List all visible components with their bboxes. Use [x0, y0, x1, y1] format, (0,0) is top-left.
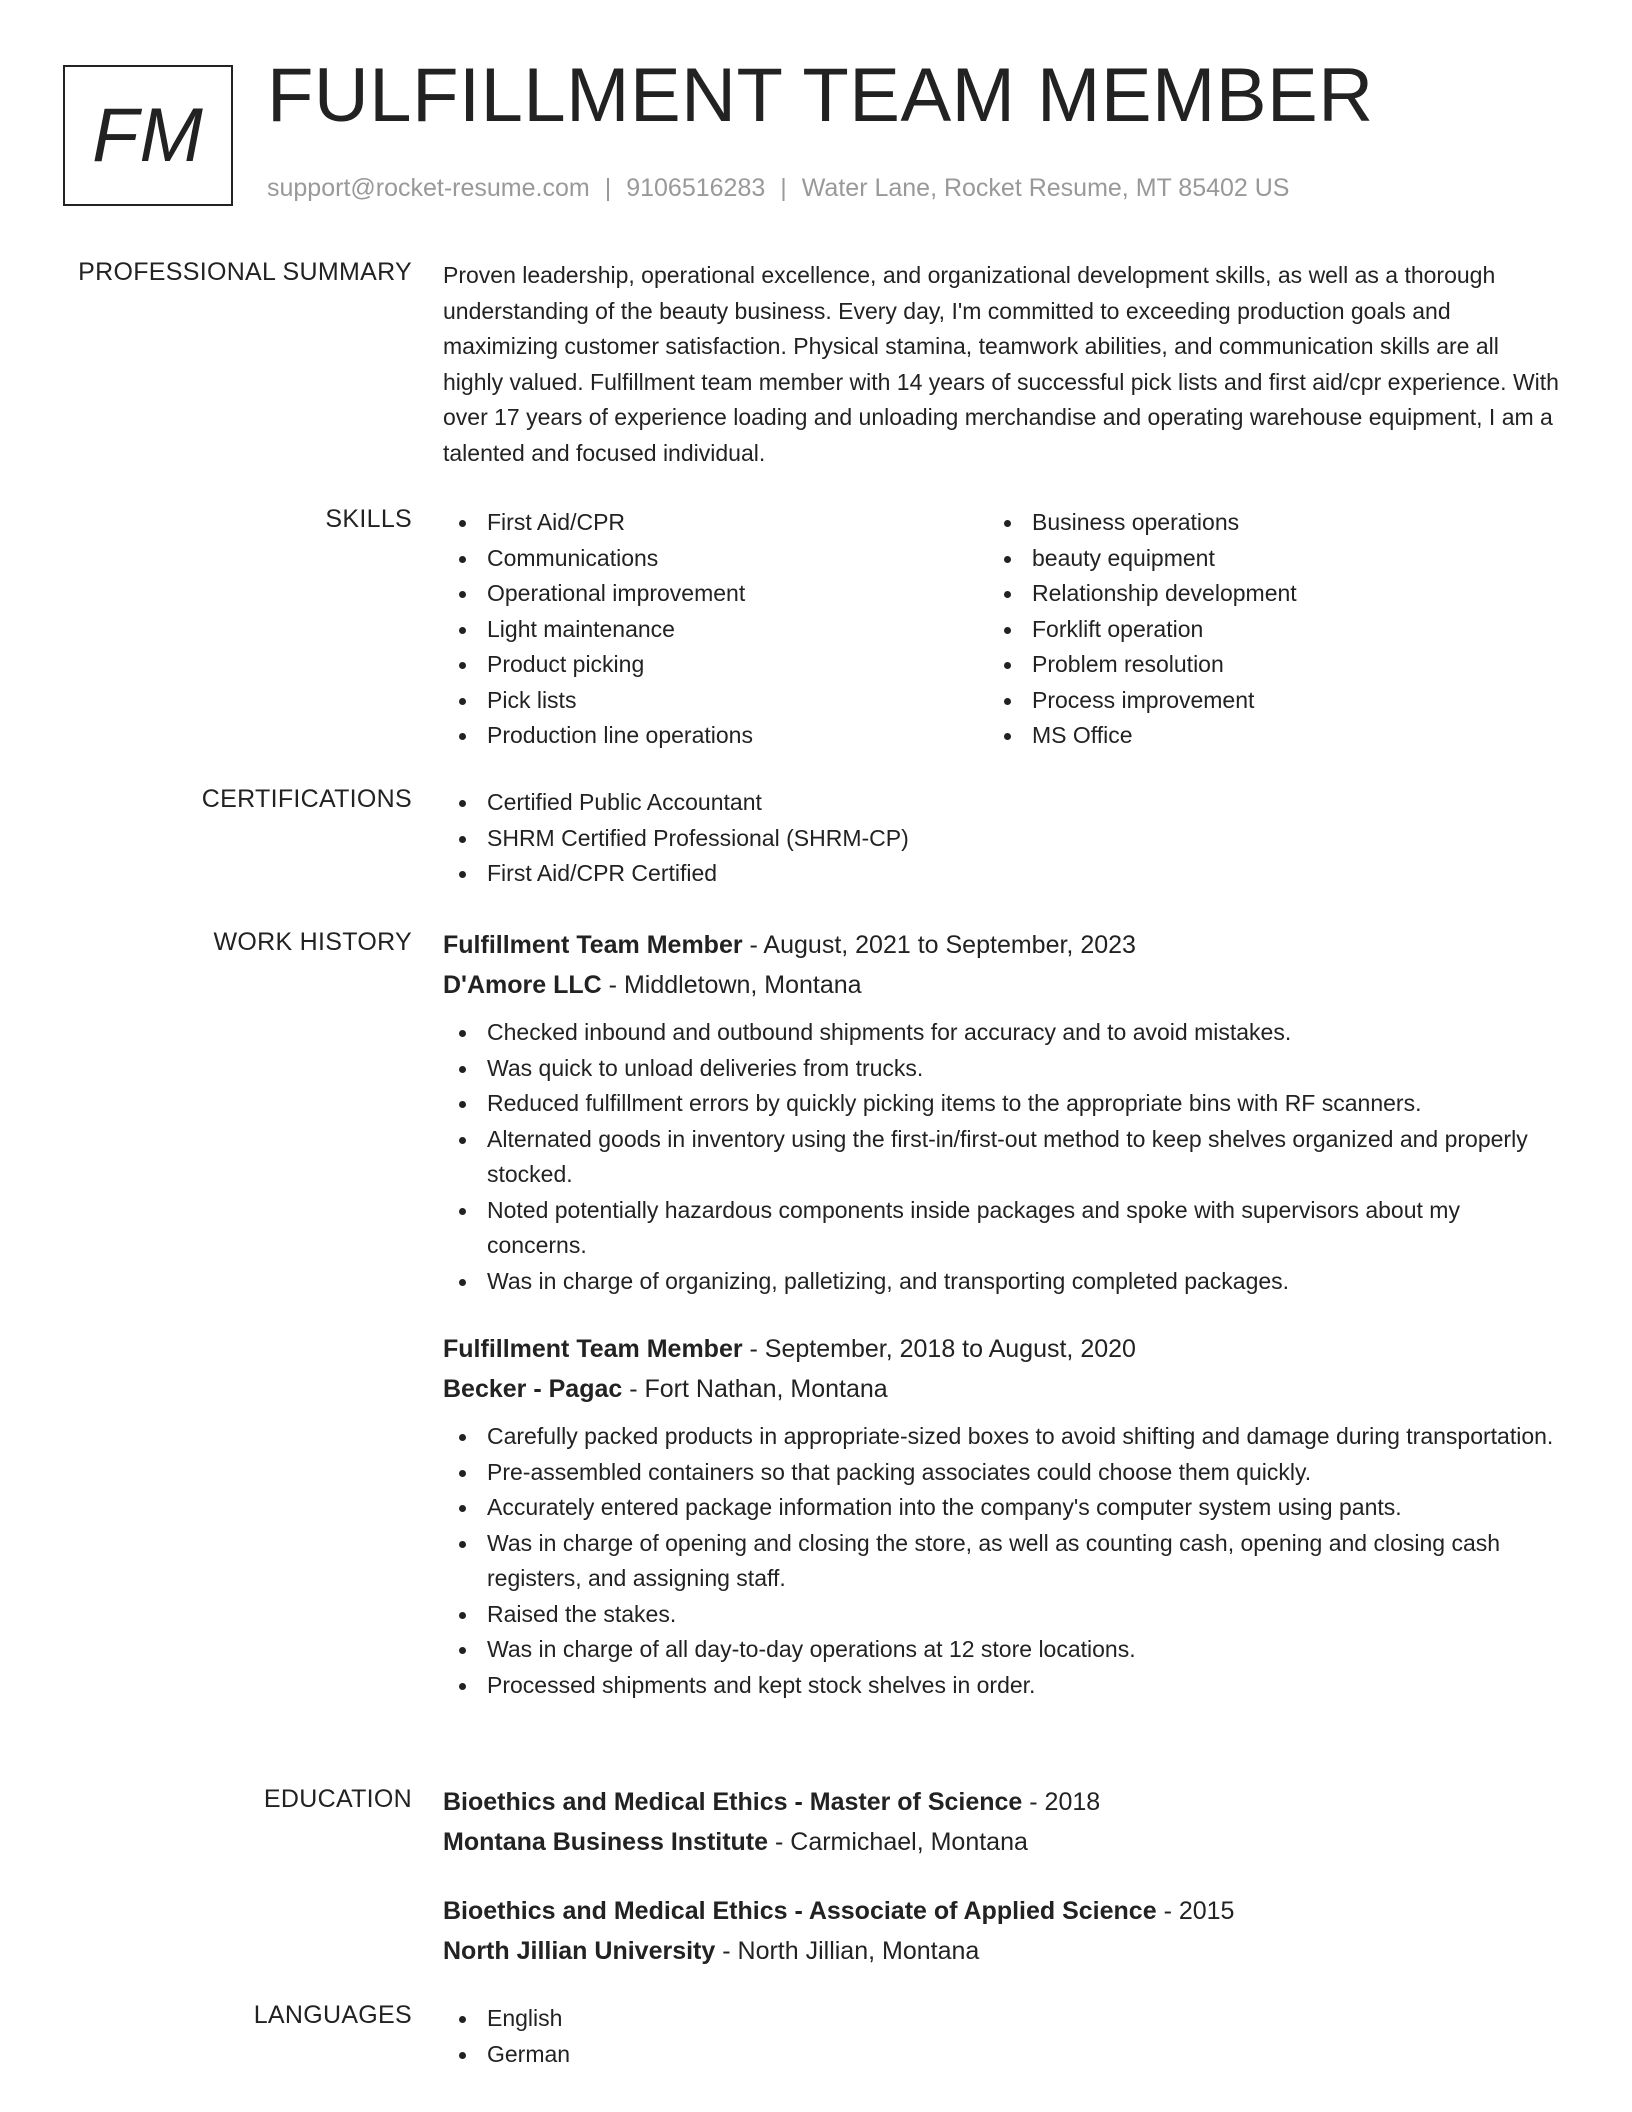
- skill-item: Business operations: [988, 505, 1533, 541]
- job-entry: [443, 925, 1563, 1299]
- languages-body: [443, 2001, 1563, 2072]
- job-duty: Noted potentially hazardous components inside packages and spoke with supervisors about my concerns.: [443, 1193, 1563, 1264]
- job-duties-list: [443, 1419, 1563, 1703]
- contact-separator: |: [780, 174, 787, 202]
- section-heading-certifications: CERTIFICATIONS: [201, 785, 412, 813]
- section-heading-education: EDUCATION: [263, 1785, 412, 1813]
- job-duty: Was in charge of all day-to-day operations at 12 store locations.: [443, 1632, 1563, 1668]
- work-history-body: [443, 925, 1563, 1703]
- job-entry: [443, 1329, 1563, 1703]
- school-location: - Carmichael, Montana: [768, 1828, 1028, 1856]
- section-heading-languages: LANGUAGES: [253, 2001, 412, 2029]
- skills-list-left: [443, 505, 988, 754]
- degree-line: [443, 1782, 1563, 1822]
- education-entry: [443, 1891, 1563, 1971]
- job-title-line: [443, 925, 1563, 965]
- education-entry: [443, 1782, 1563, 1862]
- contact-email[interactable]: support@rocket-resume.com: [267, 174, 590, 202]
- skill-item: Production line operations: [443, 718, 988, 754]
- job-duty: Raised the stakes.: [443, 1597, 1563, 1633]
- company-location: - Middletown, Montana: [601, 971, 862, 999]
- job-title: Fulfillment Team Member: [443, 931, 743, 959]
- job-duty: Carefully packed products in appropriate-sized boxes to avoid shifting and damage during transportation.: [443, 1419, 1563, 1455]
- job-duty: Accurately entered package information into the company's computer system using pants.: [443, 1490, 1563, 1526]
- company-name: D'Amore LLC: [443, 971, 602, 999]
- job-duty: Processed shipments and kept stock shelves in order.: [443, 1668, 1563, 1704]
- company-location: - Fort Nathan, Montana: [622, 1375, 888, 1403]
- certifications-body: [443, 785, 1563, 892]
- job-duty: Was in charge of organizing, palletizing, and transporting completed packages.: [443, 1264, 1563, 1300]
- skill-item: First Aid/CPR: [443, 505, 988, 541]
- skill-item: Communications: [443, 541, 988, 577]
- skill-item: Operational improvement: [443, 576, 988, 612]
- job-duty: Reduced fulfillment errors by quickly picking items to the appropriate bins with RF scanners.: [443, 1086, 1563, 1122]
- summary-body: [443, 258, 1563, 471]
- school-line: [443, 1822, 1563, 1862]
- skill-item: Relationship development: [988, 576, 1533, 612]
- school-location: - North Jillian, Montana: [715, 1937, 980, 1965]
- skill-item: Problem resolution: [988, 647, 1533, 683]
- job-duty: Pre-assembled containers so that packing associates could choose them quickly.: [443, 1455, 1563, 1491]
- skill-item: Process improvement: [988, 683, 1533, 719]
- skill-item: Product picking: [443, 647, 988, 683]
- school-line: [443, 1931, 1563, 1971]
- certifications-list: [443, 785, 1563, 892]
- contact-separator: |: [604, 174, 612, 202]
- section-heading-work-history: WORK HISTORY: [213, 928, 412, 956]
- job-duties-list: [443, 1015, 1563, 1299]
- languages-list: [443, 2001, 1563, 2072]
- education-body: [443, 1782, 1563, 1971]
- job-duty: Was in charge of opening and closing the store, as well as counting cash, opening and closing cash registers, and assigning staff.: [443, 1526, 1563, 1597]
- contact-line: [267, 174, 1290, 203]
- job-duty: Checked inbound and outbound shipments for accuracy and to avoid mistakes.: [443, 1015, 1563, 1051]
- company-line: [443, 965, 1563, 1005]
- job-duty: Was quick to unload deliveries from trucks.: [443, 1051, 1563, 1087]
- certification-item: SHRM Certified Professional (SHRM-CP): [443, 821, 1563, 857]
- company-name: Becker - Pagac: [443, 1375, 623, 1403]
- skill-item: Light maintenance: [443, 612, 988, 648]
- degree-year: - 2015: [1156, 1897, 1235, 1925]
- summary-text: Proven leadership, operational excellence, and organizational development skills, as well as a thorough understanding of the beauty business. Every day, I'm committed to exceeding production goals and maximizing customer satisfaction. Physical stamina, teamwork abilities, and communication skills are all highly valued. Fulfillment team member with 14 years of successful pick lists and first aid/cpr experience. With over 17 years of experience loading and unloading merchandise and operating warehouse equipment, I am a talented and focused individual.: [443, 262, 1559, 466]
- degree-year: - 2018: [1022, 1788, 1101, 1816]
- skill-item: beauty equipment: [988, 541, 1533, 577]
- contact-address: Water Lane, Rocket Resume, MT 85402 US: [801, 174, 1290, 202]
- job-dates: - September, 2018 to August, 2020: [742, 1335, 1136, 1363]
- certification-item: First Aid/CPR Certified: [443, 856, 1563, 892]
- school-name: North Jillian University: [443, 1937, 716, 1965]
- skills-body: [443, 505, 1563, 754]
- school-name: Montana Business Institute: [443, 1828, 769, 1856]
- section-heading-skills: SKILLS: [325, 505, 412, 533]
- language-item: English: [443, 2001, 1563, 2037]
- certification-item: Certified Public Accountant: [443, 785, 1563, 821]
- monogram-logo: [63, 65, 233, 206]
- company-line: [443, 1369, 1563, 1409]
- contact-phone[interactable]: 9106516283: [626, 174, 766, 202]
- language-item: German: [443, 2037, 1563, 2073]
- job-title: Fulfillment Team Member: [443, 1335, 743, 1363]
- job-dates: - August, 2021 to September, 2023: [742, 931, 1136, 959]
- section-heading-summary: PROFESSIONAL SUMMARY: [78, 258, 412, 286]
- degree-name: Bioethics and Medical Ethics - Associate of Applied Science: [443, 1897, 1157, 1925]
- skills-list-right: [988, 505, 1533, 754]
- skill-item: Pick lists: [443, 683, 988, 719]
- resume-title: FULFILLMENT TEAM MEMBER: [267, 53, 1374, 138]
- degree-line: [443, 1891, 1563, 1931]
- skill-item: MS Office: [988, 718, 1533, 754]
- monogram-initials: FM: [92, 93, 204, 178]
- degree-name: Bioethics and Medical Ethics - Master of Science: [443, 1788, 1023, 1816]
- job-duty: Alternated goods in inventory using the first-in/first-out method to keep shelves organized and properly stocked.: [443, 1122, 1563, 1193]
- skill-item: Forklift operation: [988, 612, 1533, 648]
- job-title-line: [443, 1329, 1563, 1369]
